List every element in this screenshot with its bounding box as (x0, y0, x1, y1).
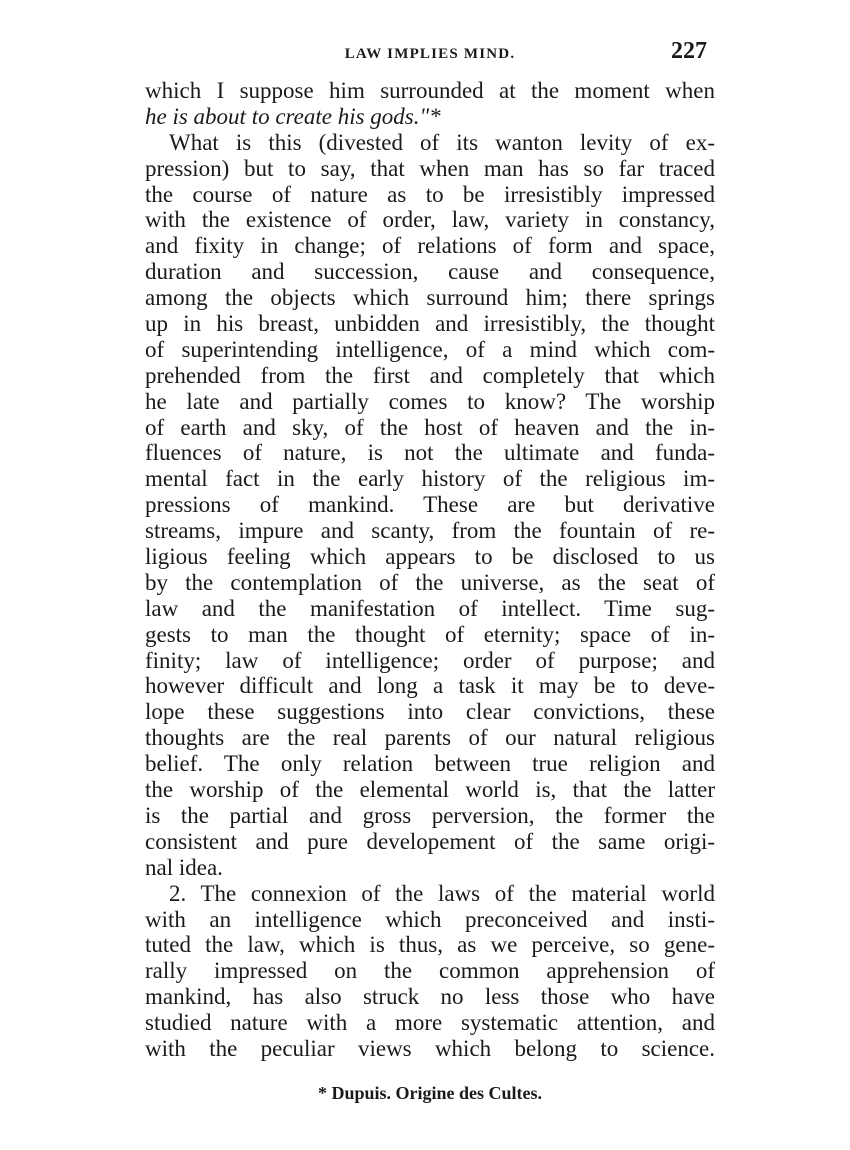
text-line: he is about to create his gods."* (145, 103, 441, 129)
text-line: by the contemplation of the universe, as the seat of (145, 569, 715, 595)
text-line: among the objects which surround him; there springs (145, 285, 715, 311)
text-line: he late and partially comes to know? The worship (145, 388, 715, 414)
text-line: 2. The connexion of the laws of the material world (169, 880, 715, 906)
text-line: mankind, has also struck no less those who have (145, 984, 715, 1010)
text-line: however difficult and long a task it may be to deve- (145, 673, 715, 699)
text-line: of earth and sky, of the host of heaven and the in- (145, 414, 715, 440)
text-line: the course of nature as to be irresistibly impressed (145, 181, 715, 207)
text-line: the worship of the elemental world is, that the latter (145, 777, 715, 803)
text-line: lope these suggestions into clear convictions, these (145, 699, 715, 725)
text-line: with an intelligence which preconceived and insti- (145, 906, 715, 932)
text-line: with the peculiar views which belong to science. (145, 1035, 715, 1061)
text-line: which I suppose him surrounded at the moment when (145, 78, 715, 103)
text-line: fluences of nature, is not the ultimate and funda- (145, 440, 715, 466)
book-page (145, 38, 715, 1062)
text-line: pression) but to say, that when man has so far traced (145, 155, 715, 181)
text-line: What is this (divested of its wanton levity of ex- (169, 129, 715, 155)
text-line: thoughts are the real parents of our natural religious (145, 725, 715, 751)
text-line: with the existence of order, law, variety in constancy, (145, 207, 715, 233)
text-line: belief. The only relation between true religion and (145, 751, 715, 777)
text-line: studied nature with a more systematic attention, and (145, 1010, 715, 1036)
text-line: law and the manifestation of intellect. Time sug- (145, 595, 715, 621)
text-line: consistent and pure developement of the same origi- (145, 828, 715, 854)
text-line: duration and succession, cause and consequence, (145, 259, 715, 285)
text-line: is the partial and gross perversion, the former the (145, 802, 715, 828)
body-text (145, 78, 715, 1062)
running-title: LAW IMPLIES MIND. (344, 46, 516, 62)
footnote: * Dupuis. Origine des Cultes. (317, 1083, 543, 1103)
text-line: rally impressed on the common apprehension of (145, 958, 715, 984)
text-line: tuted the law, which is thus, as we perceive, so gene- (145, 932, 715, 958)
running-head (145, 38, 715, 78)
text-line: mental fact in the early history of the religious im- (145, 466, 715, 492)
text-line: of superintending intelligence, of a mind which com- (145, 336, 715, 362)
text-line: prehended from the first and completely that which (145, 362, 715, 388)
text-line: gests to man the thought of eternity; space of in- (145, 621, 715, 647)
text-line: ligious feeling which appears to be disclosed to us (145, 544, 715, 570)
text-line: and fixity in change; of relations of form and space, (145, 233, 715, 259)
page-number: 227 (671, 38, 707, 64)
text-line: nal idea. (145, 854, 223, 880)
text-line: finity; law of intelligence; order of purpose; and (145, 647, 715, 673)
text-line: streams, impure and scanty, from the fountain of re- (145, 518, 715, 544)
text-line: pressions of mankind. These are but derivative (145, 492, 715, 518)
text-line: up in his breast, unbidden and irresistibly, the thought (145, 311, 715, 337)
